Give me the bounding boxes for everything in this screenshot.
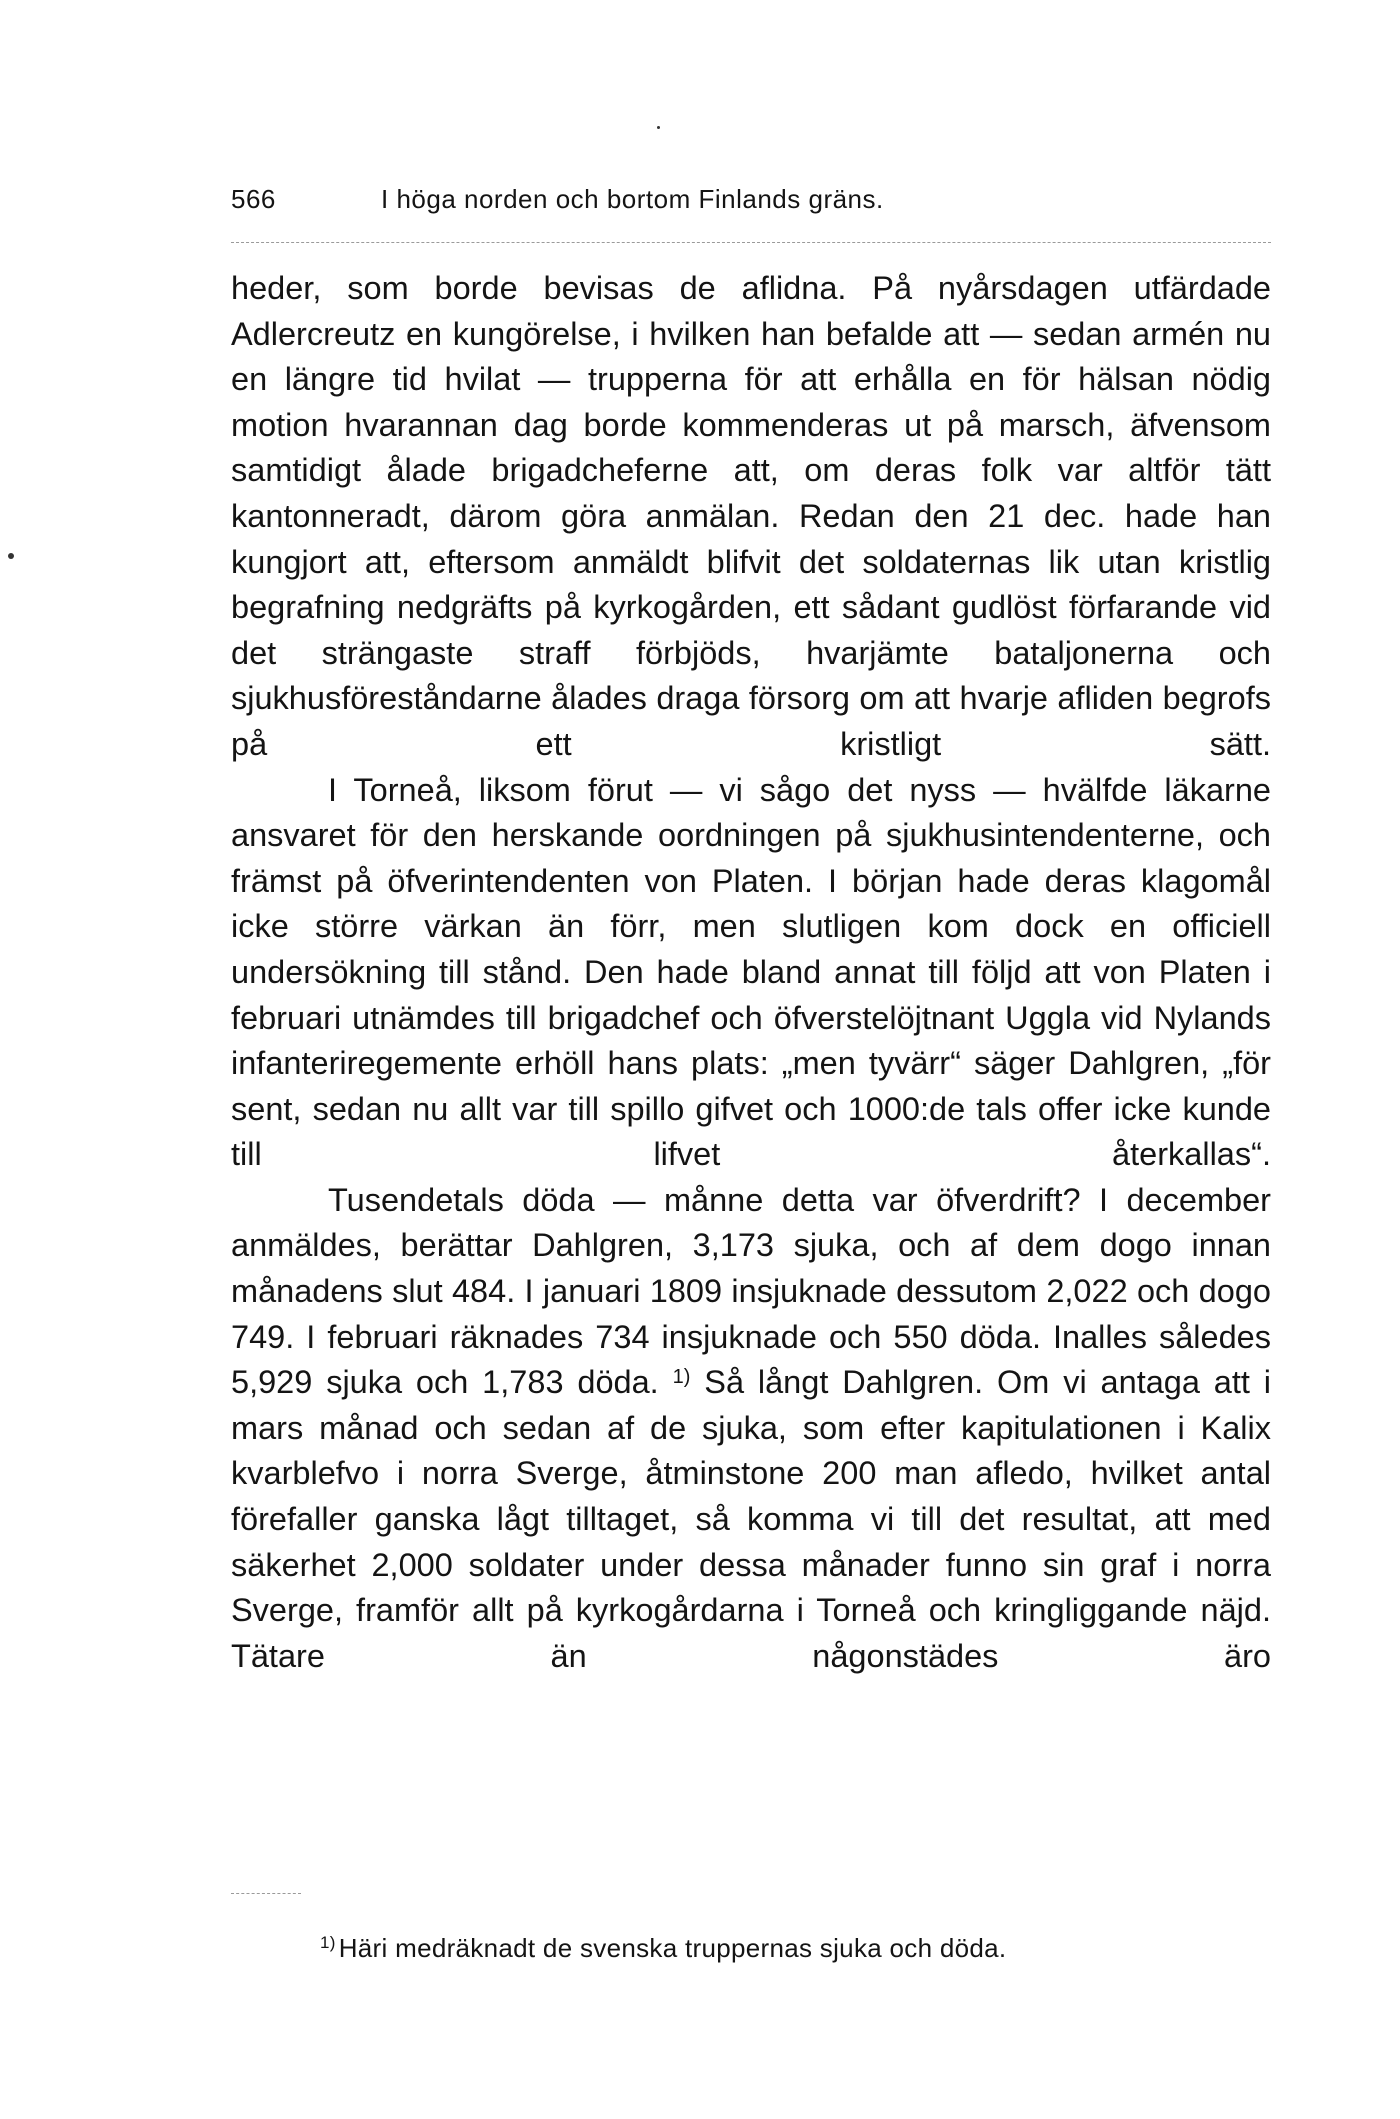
paragraph	[231, 1178, 1271, 1680]
paragraph	[231, 266, 1271, 768]
paragraph-text: I Torneå, liksom förut — vi sågo det nyss — hvälfde läkarne ansvaret för den herskande oordningen på sjukhusintendenterne, och främst på öfverintendenten von Platen. I början hade deras klagomål icke större värkan än förr, men slutligen kom dock en officiell undersökning till stånd. Den hade bland annat till följd att von Platen i februari utnämdes till brigadchef och öfverstelöjtnant Uggla vid Nylands infanteriregemente erhöll hans plats: „men tyvärr“ säger Dahlgren, „för sent, sedan nu allt var till spillo gifvet och 1000:de tals offer icke kunde till lifvet återkallas“.	[231, 771, 1271, 1173]
paragraph-text: heder, som borde bevisas de aflidna. På nyårsdagen utfärdade Adlercreutz en kungörelse, i hvilken han befalde att — sedan armén nu en längre tid hvilat — trupperna för att erhålla en för hälsan nödig motion hvarannan dag borde kommenderas ut på marsch, äfvensom samtidigt ålade brigadcheferne att, om deras folk var altför tätt kantonneradt, därom göra anmälan. Redan den 21 dec. hade han kungjort att, eftersom anmäldt blifvit det soldaternas lik utan kristlig begrafning nedgräfts på kyrkogården, ett sådant gudlöst förfarande vid det strängaste straff förbjöds, hvarjämte bataljonerna och sjukhusföreståndarne ålades draga försorg om att hvarje afliden begrofs på ett kristligt sätt.	[231, 270, 1271, 762]
footnote-rule	[231, 1893, 301, 1894]
paragraph-text: Tusendetals döda — månne detta var öfverdrift? I december anmäldes, berättar Dahlgren, 3,173 sjuka, och af dem dogo innan månadens slut 484. I januari 1809 insjuknade dessutom 2,022 och dogo 749. I februari räknades 734 insjuknade och 550 döda. Inalles således 5,929 sjuka och 1,783 döda.	[231, 1181, 1271, 1401]
page-header	[231, 184, 1271, 228]
footnote-mark: 1)	[320, 1933, 336, 1952]
stray-mark	[8, 553, 14, 559]
page-number: 566	[231, 184, 276, 214]
header-rule	[231, 242, 1271, 243]
stray-mark	[657, 126, 660, 129]
footnote-reference: 1)	[672, 1366, 691, 1389]
footnote-text: Häri medräknadt de svenska truppernas sjuka och döda.	[338, 1933, 1007, 1963]
running-title: I höga norden och bortom Finlands gräns.	[381, 184, 884, 214]
body-text	[231, 266, 1271, 1679]
paragraph	[231, 768, 1271, 1178]
footnote	[320, 1930, 1006, 1966]
paragraph-text: Så långt Dahlgren. Om vi antaga att i mars månad och sedan af de sjuka, som efter kapitulationen i Kalix kvarblefvo i norra Sverge, åtminstone 200 man afledo, hvilket antal förefaller ganska lågt tilltaget, så komma vi till det resultat, att med säkerhet 2,000 soldater under dessa månader funno sin graf i norra Sverge, framför allt på kyrkogårdarna i Torneå och kringliggande näjd. Tätare än någonstädes äro	[231, 1364, 1272, 1674]
